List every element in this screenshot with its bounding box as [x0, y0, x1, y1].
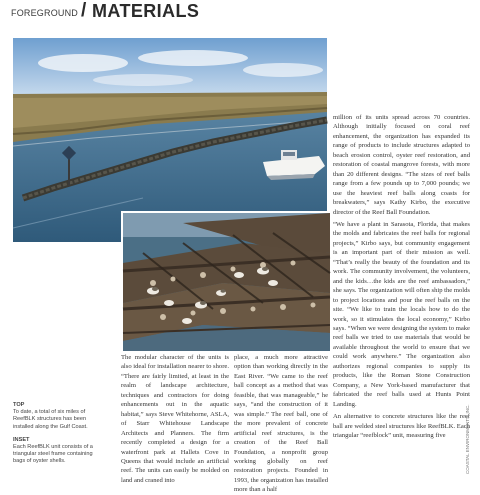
- photo-credit: COASTAL ENVIRONMENTS, INC.: [465, 404, 470, 474]
- article-paragraph: An alternative to concrete structures like the reef ball are welded steel structures like ReefBLK. Each triangular “reefblock” unit, measuring five: [333, 413, 470, 439]
- article-paragraph: place, a much more attractive option than working directly in the East River. “We came to the reef ball concept as a method that was feasible, that was manageable,” he says, “and the construction of it was simple.” The reef ball, one of the more prevalent of concrete artificial reef structures, is the creation of the Reef Ball Foundation, a nonprofit group working globally on reef restoration projects. Founded in 1993, the organization has installed more than a half: [234, 354, 328, 494]
- caption-label-inset: INSET: [13, 436, 30, 443]
- section-kicker: FOREGROUND: [11, 8, 78, 18]
- article-column-bottom-left: [121, 353, 229, 484]
- article-column-bottom-middle: [234, 353, 328, 494]
- article-paragraph: “We have a plant in Sarasota, Florida, that makes the molds and fabricates the reef balls for regional projects,” Kirbo says, but community engagement is an important part of their mission as well. “That’s really the beauty of the foundation and its work. The community involvement, the volunteers, and the kids…the kids are the reef ambassadors,” she says. The organization will often ship the molds to project locations and pour the reef balls on the site. “We like to train the locals how to do the work, so it stimulates the local economy,” Kirbo says. “When we were designing the system to make reef balls we tried to use materials that would be available throughout the world to ensure that we could work anywhere.” The organization also authorizes regional companies to supply its products, like the Roman Stone Construction Company, a New York-based manufacturer that fabricated the reef balls used at Hunts Point Landing.: [333, 220, 470, 408]
- reefblk-inset-photo: [121, 211, 328, 349]
- caption-text-top: To date, a total of six miles of ReefBLK structures has been installed along the Gulf Coast.: [13, 409, 88, 430]
- article-paragraph: The modular character of the units is also ideal for installation nearer to shore. “There are fairly limited, at least in the realm of landscape architecture, techniques and contractors for doing enhancements out in the aquatic habitat,” says Steve Whitehorne, ASLA, of Starr Whitehouse Landscape Architects and Planners. The firm recently completed a design for a waterfront park at Hallets Cove in Queens that would include an artificial reef. The units can easily be molded on land and craned into: [121, 354, 229, 484]
- header-slash: /: [81, 0, 87, 21]
- caption-label-top: TOP: [13, 402, 25, 408]
- section-title: MATERIALS: [92, 1, 200, 21]
- photo-captions: [13, 402, 95, 466]
- article-column-right: [333, 113, 470, 440]
- caption-text-inset: Each ReefBLK unit consists of a triangular steel frame containing bags of oyster shells.: [13, 444, 93, 465]
- article-paragraph: million of its units spread across 70 countries. Although initially focused on coral reef enhancement, the organization has expanded its range of products to include structures adapted to beach erosion control, oyster reef restoration, and restoration of coastal mangrove forests, with more than 20 different designs. “The sizes of reef balls range from a few pounds up to 7,000 pounds; we use the heaviest reef balls along coasts for breakwaters,” says Kathy Kirbo, the executive director of the Reef Ball Foundation.: [333, 114, 470, 216]
